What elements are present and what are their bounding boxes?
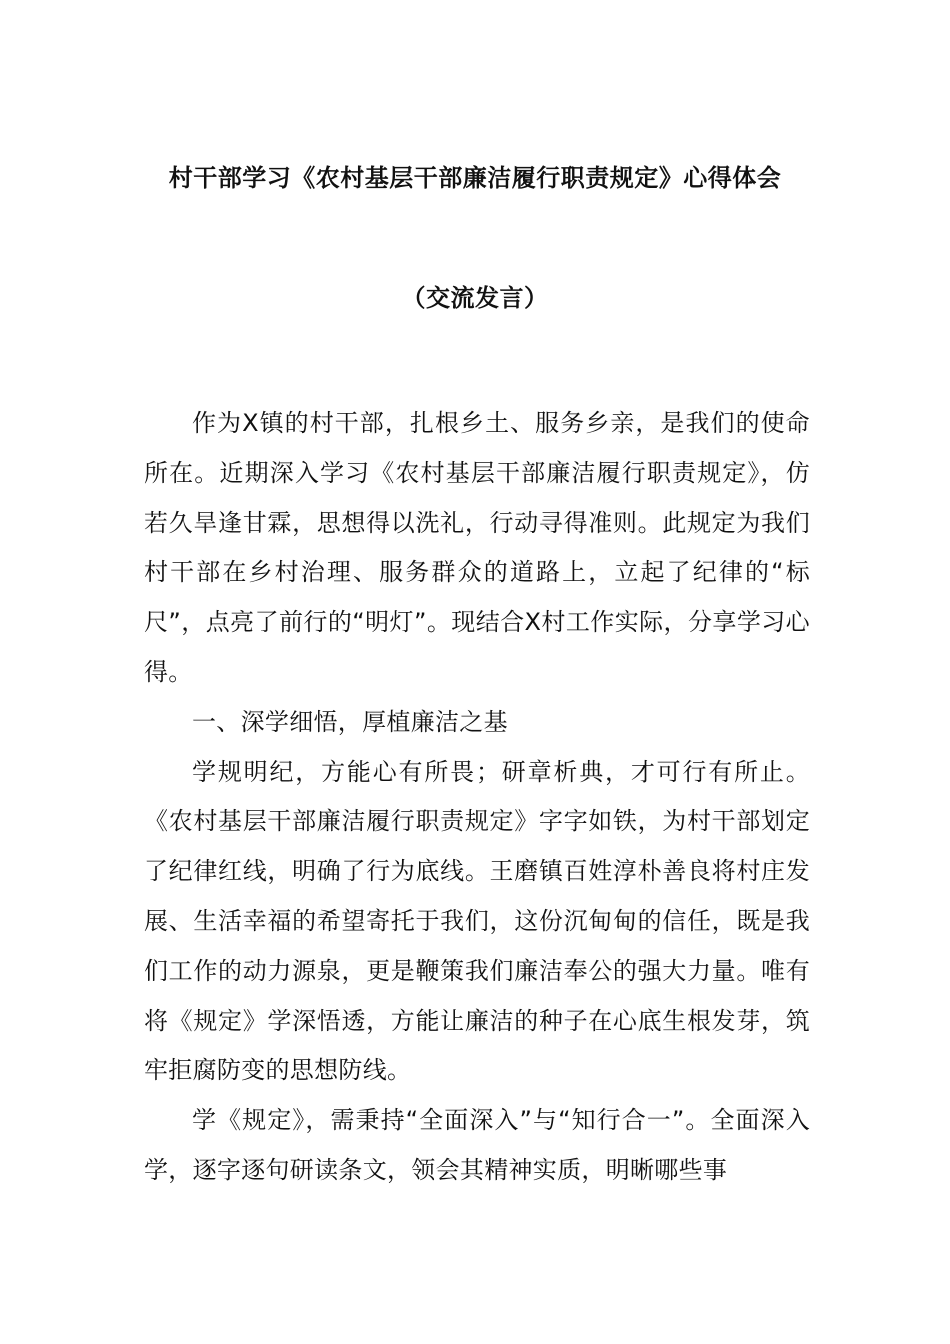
paragraph-intro: 作为X镇的村干部，扎根乡土、服务乡亲，是我们的使命所在。近期深入学习《农村基层干部廉洁履行职责规定》，仿若久旱逢甘霖，思想得以洗礼，行动寻得准则。此规定为我们村干部在乡村治理、服务群众的道路上，立起了纪律的“标尺”，点亮了前行的“明灯”。现结合X村工作实际，分享学习心得。 [144, 409, 810, 686]
document-body [144, 399, 810, 1196]
document-subtitle: （交流发言） [401, 284, 549, 312]
section-heading-1: 一、深学细悟，厚植廉洁之基 [192, 707, 508, 736]
paragraph-section-1: 学规明纪，方能心有所畏；研章析典，才可行有所止。《农村基层干部廉洁履行职责规定》字字如铁，为村干部划定了纪律红线，明确了行为底线。王磨镇百姓淳朴善良将村庄发展、生活幸福的希望寄托于我们，这份沉甸甸的信任，既是我们工作的动力源泉，更是鞭策我们廉洁奉公的强大力量。唯有将《规定》学深悟透，方能让廉洁的种子在心底生根发芽，筑牢拒腐防变的思想防线。 [144, 757, 810, 1085]
paragraph-section-1-continued: 学《规定》，需秉持“全面深入”与“知行合一”。全面深入学，逐字逐句研读条文，领会其精神实质，明晰哪些事 [144, 1106, 810, 1184]
document-title: 村干部学习《农村基层干部廉洁履行职责规定》心得体会 [168, 164, 782, 192]
